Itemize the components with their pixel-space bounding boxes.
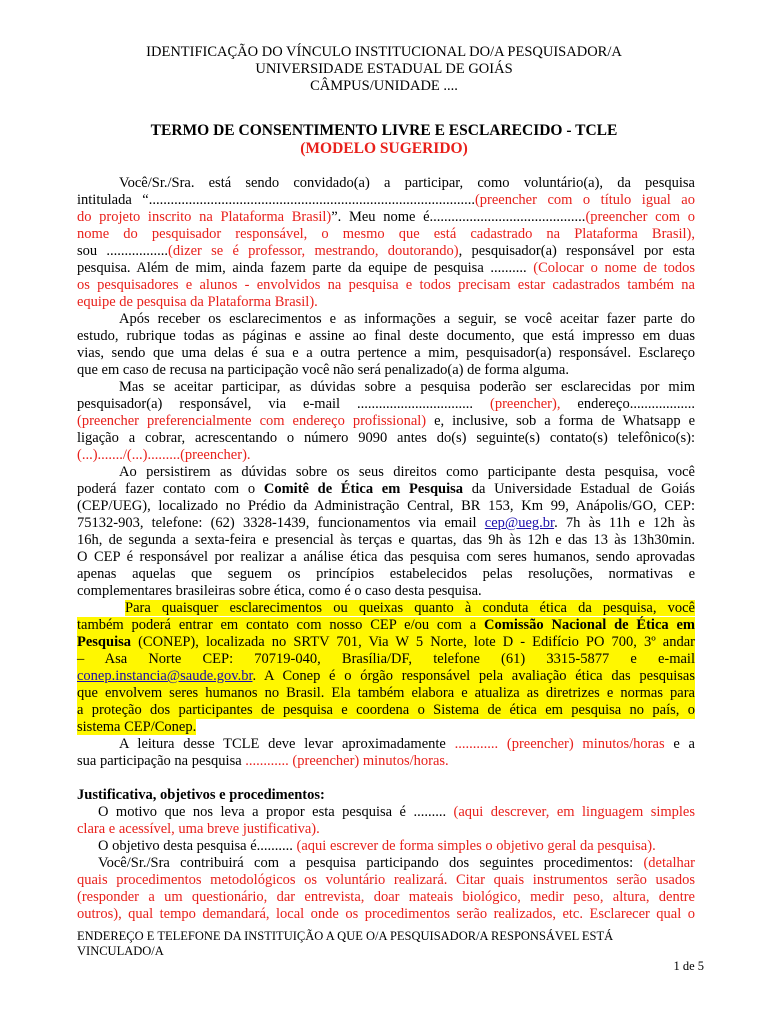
p5-line: Para quaisquer esclarecimentos ou queixas quanto à conduta ética da pesquisa, você bbox=[125, 600, 695, 616]
section-line: quais procedimentos metodológicos os voluntário realizará. Citar quais instrumentos serão usados bbox=[77, 872, 695, 888]
p4-line: complementares brasileiras sobre ética, como é o caso desta pesquisa. bbox=[77, 583, 482, 599]
p3-line: ligação a cobrar, acrescentando o número 9090 antes do(s) seguinte(s) contato(s) telefônico(s): bbox=[77, 430, 695, 446]
p3-line: (preencher preferencialmente com endereço profissional) e, inclusive, sob a forma de Whatsapp e bbox=[77, 413, 696, 429]
section-line: (responder a um questionário, dar entrevista, doar mateais biológico, medir peso, altura, dentre bbox=[77, 889, 695, 905]
p5-line: Pesquisa (CONEP), localizada no SRTV 701, Via W 5 Norte, lote D - Edifício PO 700, 3º andar bbox=[77, 634, 695, 650]
conep-email-link[interactable]: conep.instancia@saude.gov.br bbox=[77, 668, 253, 684]
footer-line1: ENDEREÇO E TELEFONE DA INSTITUIÇÃO A QUE O/A PESQUISADOR/A RESPONSÁVEL ESTÁ bbox=[77, 929, 614, 943]
p3-line: Mas se aceitar participar, as dúvidas sobre a pesquisa poderão ser esclarecidas por mim bbox=[119, 379, 695, 395]
p5-line: também poderá entrar em contato com nosso CEP e/ou com a Comissão Nacional de Ética em bbox=[77, 617, 695, 633]
p5-line: – Asa Norte CEP: 70719-040, Brasília/DF, telefone (61) 3315-5877 e e-mail bbox=[77, 651, 695, 667]
p4-line: 16h, de segunda a sexta-feira e presencial às terças e quartas, das 9h às 12h e das 13 às 13h30min. bbox=[77, 532, 695, 548]
section-line: O motivo que nos leva a propor esta pesquisa é ......... (aqui descrever, em linguagem simples bbox=[98, 804, 695, 820]
p1-line: equipe de pesquisa da Plataforma Brasil). bbox=[77, 294, 318, 310]
p6-line: A leitura desse TCLE deve levar aproximadamente ............ (preencher) minutos/horas e a bbox=[119, 736, 695, 752]
footer-line2: VINCULADO/A bbox=[77, 944, 164, 958]
document-title: TERMO DE CONSENTIMENTO LIVRE E ESCLARECIDO - TCLE bbox=[150, 122, 618, 139]
p2-line: que em caso de recusa na participação você não será penalizado(a) de forma alguma. bbox=[77, 362, 569, 378]
p1-line: Você/Sr./Sra. está sendo convidado(a) a participar, como voluntário(a), da pesquisa bbox=[119, 175, 695, 191]
cep-email-link[interactable]: cep@ueg.br bbox=[484, 515, 555, 531]
institution-header-line1: IDENTIFICAÇÃO DO VÍNCULO INSTITUCIONAL DO/A PESQUISADOR/A bbox=[146, 44, 622, 60]
section-line: outros), qual tempo demandará, local onde os procedimentos serão realizados, etc. Esclarecer qual o bbox=[77, 906, 695, 922]
p6-line: sua participação na pesquisa ............ (preencher) minutos/horas. bbox=[77, 753, 449, 769]
page-number: 1 de 5 bbox=[673, 959, 704, 973]
p1-line: do projeto inscrito na Plataforma Brasil)”. Meu nome é...........................................(preencher com o bbox=[77, 209, 695, 225]
p5-line: que envolvem seres humanos no Brasil. Ela também elabora e atualiza as diretrizes e normas para bbox=[77, 685, 695, 701]
p3-line: pesquisador(a) responsável, via e-mail ................................ (preencher), endereço.................. bbox=[77, 396, 695, 412]
p1-line: sou .................(dizer se é professor, mestrando, doutorando), pesquisador(a) responsável por esta bbox=[77, 243, 695, 259]
p4-line: O CEP é responsável por realizar a análise ética das pesquisa com seres humanos, sendo aprovadas bbox=[77, 549, 695, 565]
p5-line: conep.instancia@saude.gov.br. A Conep é o órgão responsável pela avaliação ética das pesquisas bbox=[77, 668, 695, 684]
p2-line: Após receber os esclarecimentos e as informações a seguir, se você aceitar fazer parte do bbox=[119, 311, 695, 327]
section-heading: Justificativa, objetivos e procedimentos: bbox=[77, 787, 325, 803]
p1-line: os pesquisadores e alunos - envolvidos na pesquisa e todos precisam estar cadastrados também na bbox=[77, 277, 695, 293]
p3-line: (...)......./(...).........(preencher). bbox=[77, 447, 251, 463]
p2-line: vias, sendo que uma delas é sua e a outra pertence a mim, pesquisador(a) responsável. Esclareço bbox=[77, 345, 695, 361]
institution-header-line3: CÂMPUS/UNIDADE .... bbox=[310, 78, 458, 94]
p5-line: sistema CEP/Conep. bbox=[77, 719, 197, 735]
section-line: O objetivo desta pesquisa é.......... (aqui escrever de forma simples o objetivo geral da pesquisa). bbox=[98, 838, 656, 854]
p4-line: (CEP/UEG), localizado no Prédio da Administração Central, BR 153, Km 99, Anápolis/GO, CEP: bbox=[77, 498, 695, 514]
section-line: clara e acessível, uma breve justificativa). bbox=[77, 821, 320, 837]
p2-line: estudo, rubrique todas as páginas e assine ao final deste documento, que está impresso em duas bbox=[77, 328, 695, 344]
p4-line: Ao persistirem as dúvidas sobre os seus direitos como participante desta pesquisa, você bbox=[119, 464, 695, 480]
p1-line: nome do pesquisador responsável, o mesmo que está cadastrado na Plataforma Brasil), bbox=[77, 226, 695, 242]
p1-line: pesquisa. Além de mim, ainda fazem parte da equipe de pesquisa .......... (Colocar o nome de todos bbox=[77, 260, 695, 276]
p5-line: a proteção dos participantes de pesquisa e coordena o Sistema de ética em pesquisa no país, o bbox=[77, 702, 695, 718]
section-line: Você/Sr./Sra contribuirá com a pesquisa participando dos seguintes procedimentos: (detalhar bbox=[98, 855, 695, 871]
p4-line: apenas aquelas que seguem os princípios estabelecidos pelas resoluções, normativas e bbox=[77, 566, 695, 582]
p1-line: intitulada “..........................................................................................(preencher com o título igual ao bbox=[77, 192, 695, 208]
document-subtitle: (MODELO SUGERIDO) bbox=[300, 140, 468, 157]
institution-header-line2: UNIVERSIDADE ESTADUAL DE GOIÁS bbox=[255, 61, 513, 77]
p4-line: 75132-903, telefone: (62) 3328-1439, funcionamentos via email cep@ueg.br. 7h às 11h e 12h às bbox=[77, 515, 695, 531]
p4-line: poderá fazer contato com o Comitê de Ética em Pesquisa da Universidade Estadual de Goiás bbox=[77, 481, 696, 497]
